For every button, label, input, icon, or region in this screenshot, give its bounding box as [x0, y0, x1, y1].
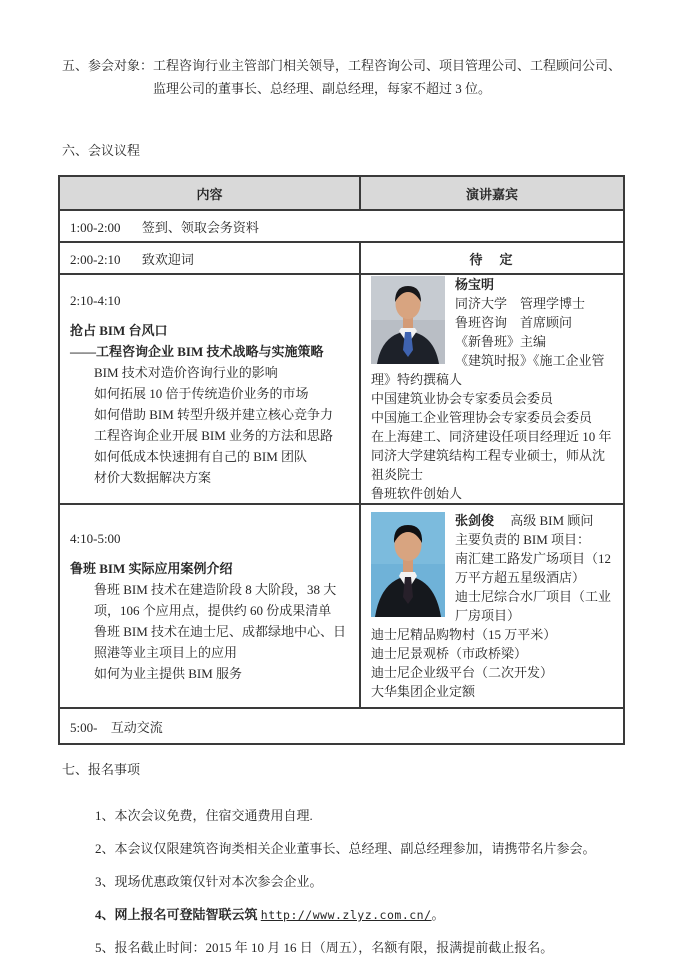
agenda-header-content: 内容 [59, 176, 360, 210]
speaker1-bio-line: 鲁班咨询 首席顾问 [455, 315, 573, 330]
section5-text: 工程咨询行业主管部门相关领导，工程咨询公司、项目管理公司、工程顾问公司、监理公司的董事长、总经理、副总经理，每家不超过 3 位。 [153, 58, 622, 96]
closing-time: 5:00- [70, 719, 98, 735]
agenda-header-row [59, 176, 624, 210]
session1-topics [70, 362, 349, 488]
registration-item-2: 2、本会议仅限建筑咨询类相关企业董事长、总经理、副总经理参加，请携带名片参会。 [95, 841, 596, 856]
welcome-speaker: 待 定 [360, 242, 624, 274]
session2-content-cell [59, 504, 360, 708]
session1-title-line2: ——工程咨询企业 BIM 技术战略与实施策略 [70, 344, 324, 359]
welcome-cell [59, 242, 360, 274]
topic: 如何为业主提供 BIM 服务 [94, 666, 243, 681]
topic: 如何借助 BIM 转型升级并建立核心竞争力 [94, 407, 334, 422]
speaker2-bio-line: 迪士尼景观桥（市政桥梁） [371, 646, 528, 661]
agenda-row-closing [59, 708, 624, 744]
speaker2-bio-line: 南汇建工路发广场项目（12 万平方超五星级酒店） [455, 551, 612, 585]
speaker2-bio-line: 迪士尼精品购物村（15 万平米） [371, 627, 557, 642]
closing-text: 互动交流 [110, 719, 163, 735]
registration-item-3: 3、现场优惠政策仅针对本次参会企业。 [95, 874, 323, 889]
welcome-text: 致欢迎词 [141, 251, 194, 267]
speaker1-bio-line: 同济大学建筑结构工程专业硕士，师从沈祖炎院士 [371, 448, 606, 482]
topic: 如何拓展 10 倍于传统造价业务的市场 [94, 386, 309, 401]
speaker1-photo [371, 276, 445, 364]
session1-content-cell [59, 274, 360, 504]
topic: 工程咨询企业开展 BIM 业务的方法和思路 [94, 428, 334, 443]
speaker2-name: 张剑俊 [455, 513, 495, 528]
signin-cell [59, 210, 624, 242]
speaker2-bio-line: 迪士尼企业级平台（二次开发） [371, 665, 554, 680]
speaker1-bio-line: 《新鲁班》主编 [455, 334, 547, 349]
section5-paragraph [62, 54, 625, 100]
speaker1-bio-line: 在上海建工、同济建设任项目经理近 10 年 [371, 429, 612, 444]
registration-item-4-suffix: 。 [431, 907, 445, 922]
closing-cell [59, 708, 624, 744]
speaker1-bio-line: 中国施工企业管理协会专家委员会委员 [371, 410, 593, 425]
agenda-table [58, 175, 625, 745]
registration-item-4 [95, 905, 625, 925]
speaker2-bio-line: 迪士尼综合水厂项目（工业厂房项目） [455, 589, 612, 623]
section6-heading: 六、会议议程 [62, 143, 141, 158]
speaker1-bio-line: 同济大学 管理学博士 [455, 296, 586, 311]
agenda-row-session1 [59, 274, 624, 504]
topic: 鲁班 BIM 技术在建造阶段 8 大阶段，38 大项，106 个应用点，提供约 60 份成果清单 [94, 582, 337, 618]
agenda-row-welcome [59, 242, 624, 274]
topic: 材价大数据解决方案 [94, 470, 212, 485]
registration-item-1: 1、本次会议免费，住宿交通费用自理. [95, 808, 313, 823]
speaker2-bio-line: 大华集团企业定额 [371, 684, 476, 699]
topic: BIM 技术对造价咨询行业的影响 [94, 365, 278, 380]
agenda-header-speaker: 演讲嘉宾 [360, 176, 624, 210]
section7-heading: 七、报名事项 [62, 762, 141, 777]
session1-speaker-cell [360, 274, 624, 504]
session1-time: 2:10-4:10 [70, 293, 121, 308]
topic: 鲁班 BIM 技术在迪士尼、成都绿地中心、日照港等业主项目上的应用 [94, 624, 347, 660]
speaker1-name: 杨宝明 [455, 277, 495, 292]
session2-title: 鲁班 BIM 实际应用案例介绍 [70, 561, 233, 576]
registration-link[interactable]: http://www.zlyz.com.cn/ [260, 908, 432, 922]
speaker2-bio-line: 主要负责的 BIM 项目： [455, 532, 591, 547]
welcome-time: 2:00-2:10 [70, 251, 121, 267]
session2-speaker-cell [360, 504, 624, 708]
section7-items [95, 806, 625, 958]
session2-time: 4:10-5:00 [70, 531, 121, 546]
signin-time: 1:00-2:00 [70, 219, 121, 235]
registration-item-4-label: 4、网上报名可登陆智联云筑 [95, 907, 258, 922]
registration-item-5: 5、报名截止时间：2015 年 10 月 16 日（周五），名额有限，报满提前截止报名。 [95, 940, 554, 955]
speaker1-bio-line: 《建筑时报》《施工企业管理》特约撰稿人 [371, 353, 605, 387]
agenda-row-signin [59, 210, 624, 242]
topic: 如何低成本快速拥有自己的 BIM 团队 [94, 449, 308, 464]
speaker1-bio-line: 中国建筑业协会专家委员会委员 [371, 391, 554, 406]
session2-topics [70, 579, 349, 684]
agenda-row-session2 [59, 504, 624, 708]
speaker2-title: 高级 BIM 顾问 [510, 513, 594, 528]
signin-text: 签到、领取会务资料 [141, 219, 259, 235]
session1-title-line1: 抢占 BIM 台风口 [70, 323, 168, 338]
speaker2-photo [371, 512, 445, 617]
section5-label: 五、参会对象： [62, 58, 154, 73]
speaker1-bio-line: 鲁班软件创始人 [371, 486, 463, 501]
